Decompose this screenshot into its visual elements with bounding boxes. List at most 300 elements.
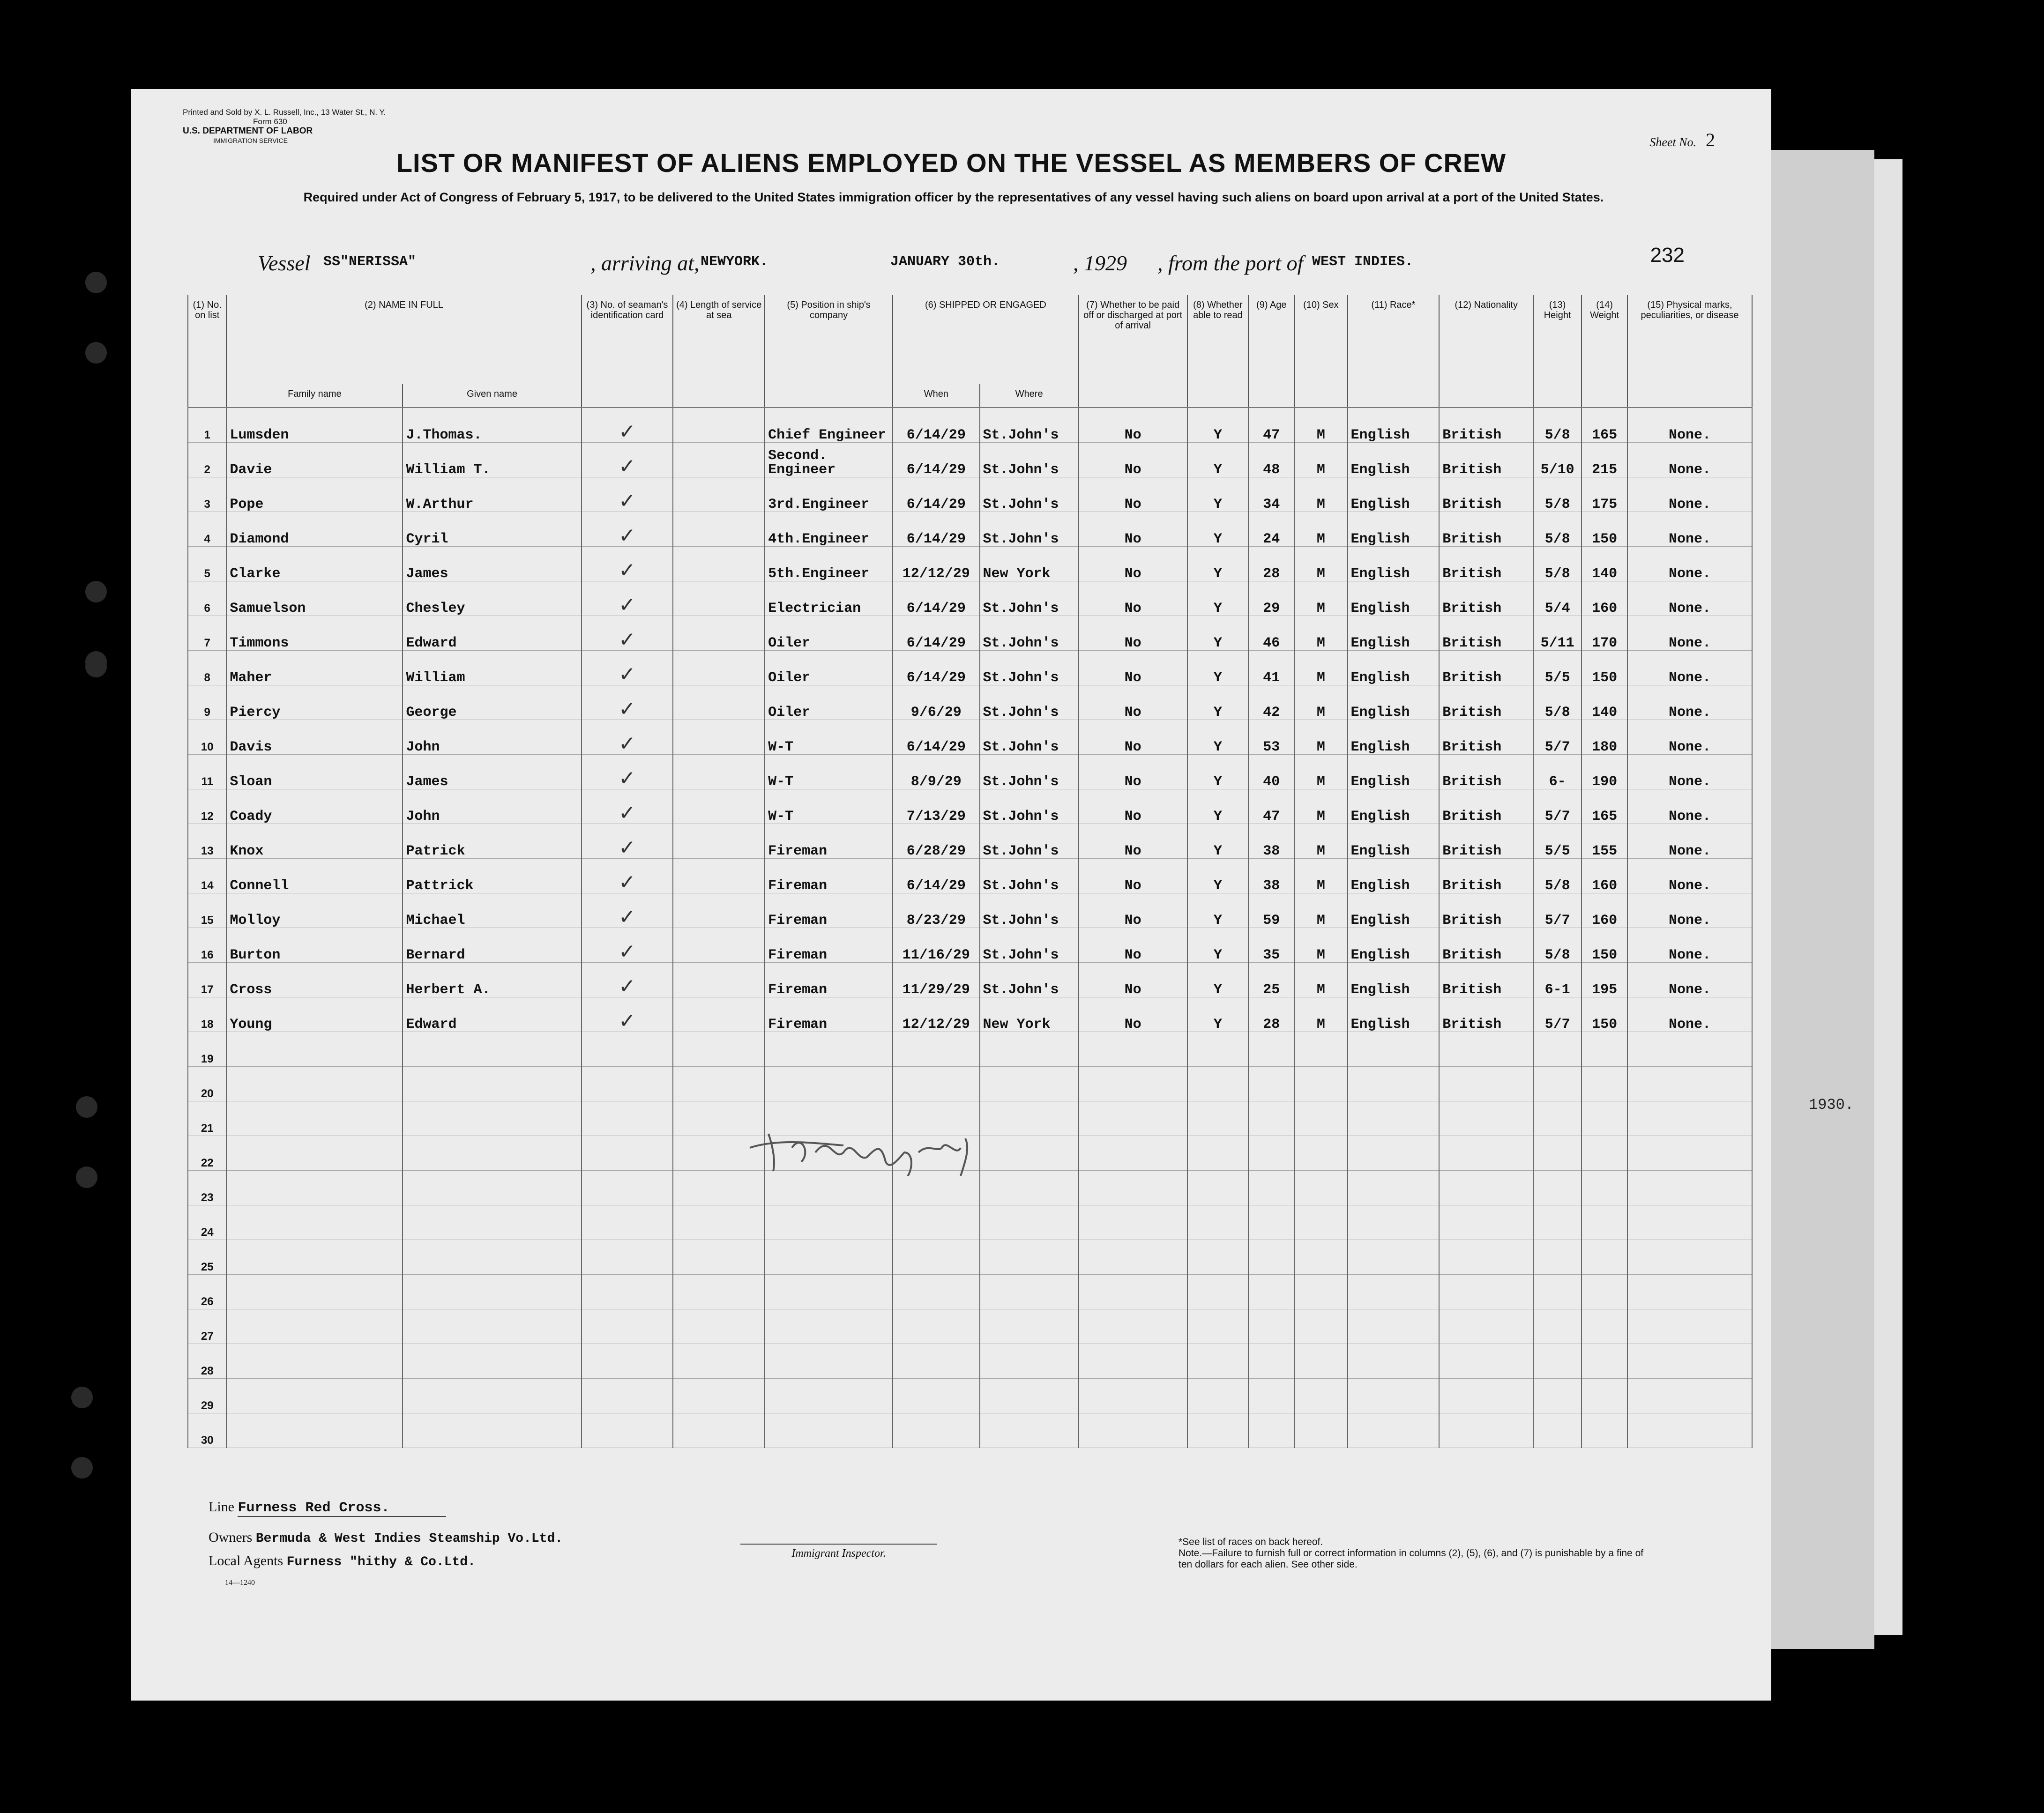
physical-marks-cell: None. [1627,997,1752,1032]
empty-cell [1187,1136,1249,1171]
empty-cell [1439,1171,1533,1205]
empty-cell [673,1067,765,1101]
vessel-label: Vessel [258,251,311,275]
empty-cell [673,1032,765,1067]
weight-cell: 195 [1581,963,1627,997]
paid-off-cell: No [1079,755,1187,789]
able-to-read-cell: Y [1187,408,1249,443]
physical-marks-cell: None. [1627,651,1752,685]
empty-cell [1248,1275,1294,1309]
nationality-cell: British [1439,997,1533,1032]
height-cell: 5/5 [1533,824,1581,859]
race-cell: English [1348,789,1440,824]
height-cell: 5/5 [1533,651,1581,685]
shipped-when-cell: 7/13/29 [893,789,979,824]
empty-cell [1627,1344,1752,1379]
race-cell: English [1348,685,1440,720]
shipped-when-cell: 12/12/29 [893,997,979,1032]
row-number-cell: 4 [188,512,226,547]
col-marks: (15) Physical marks, peculiarities, or disease [1627,295,1752,408]
age-cell: 48 [1248,443,1294,477]
physical-marks-cell: None. [1627,685,1752,720]
position-cell: Second. Engineer [765,443,893,477]
empty-cell [1533,1275,1581,1309]
physical-marks-cell: None. [1627,443,1752,477]
paid-off-cell: No [1079,859,1187,893]
owners-label: Owners [209,1530,253,1545]
check-mark-icon: ✓ [619,974,636,997]
able-to-read-cell: Y [1187,685,1249,720]
footer-owners [209,1530,563,1546]
service-length-cell [673,824,765,859]
weight-cell: 160 [1581,859,1627,893]
weight-cell: 155 [1581,824,1627,859]
shipped-where-cell: St.John's [980,824,1079,859]
empty-cell [226,1067,403,1101]
empty-cell [980,1275,1079,1309]
empty-cell [980,1309,1079,1344]
empty-cell [1294,1032,1347,1067]
id-card-check-cell [582,651,673,685]
able-to-read-cell: Y [1187,547,1249,581]
empty-cell [1533,1101,1581,1136]
service-length-cell [673,408,765,443]
empty-cell [1533,1032,1581,1067]
weight-cell: 180 [1581,720,1627,755]
empty-cell [1294,1205,1347,1240]
paid-off-cell: No [1079,928,1187,963]
race-cell: English [1348,928,1440,963]
weight-cell: 165 [1581,408,1627,443]
empty-cell [1627,1171,1752,1205]
empty-cell [1348,1171,1440,1205]
empty-cell [765,1309,893,1344]
id-card-check-cell [582,547,673,581]
paid-off-cell: No [1079,997,1187,1032]
id-card-check-cell [582,824,673,859]
empty-cell [226,1136,403,1171]
race-cell: English [1348,859,1440,893]
shipped-where-cell: St.John's [980,616,1079,651]
empty-cell [1348,1413,1440,1448]
col-shipped: (6) SHIPPED OR ENGAGED [893,295,1079,384]
given-name-cell: Chesley [403,581,581,616]
physical-marks-cell: None. [1627,408,1752,443]
empty-cell [893,1067,979,1101]
physical-marks-cell: None. [1627,547,1752,581]
able-to-read-cell: Y [1187,824,1249,859]
height-cell: 5/7 [1533,893,1581,928]
empty-cell [1581,1032,1627,1067]
sex-cell: M [1294,477,1347,512]
row-number-cell: 14 [188,859,226,893]
weight-cell: 140 [1581,547,1627,581]
empty-cell [765,1032,893,1067]
sex-cell: M [1294,824,1347,859]
shipped-when-cell: 8/23/29 [893,893,979,928]
col-paid-off: (7) Whether to be paid off or discharged at port of arrival [1079,295,1187,408]
empty-cell [980,1240,1079,1275]
from-label: , from the port of [1157,251,1304,275]
row-number-cell: 18 [188,997,226,1032]
shipped-when-cell: 6/14/29 [893,859,979,893]
paid-off-cell: No [1079,616,1187,651]
shipped-when-cell: 6/14/29 [893,443,979,477]
row-number-cell: 1 [188,408,226,443]
sex-cell: M [1294,997,1347,1032]
table-row [188,755,1752,789]
binder-hole [71,1457,93,1479]
id-card-check-cell [582,616,673,651]
empty-cell [403,1240,581,1275]
table-row-empty [188,1309,1752,1344]
empty-cell [1581,1413,1627,1448]
shipped-where-cell: St.John's [980,651,1079,685]
age-cell: 25 [1248,963,1294,997]
id-card-check-cell [582,859,673,893]
empty-cell [1581,1309,1627,1344]
empty-cell [1079,1413,1187,1448]
height-cell: 5/10 [1533,443,1581,477]
shipped-when-cell: 6/14/29 [893,477,979,512]
id-card-check-cell [582,477,673,512]
empty-cell [1187,1101,1249,1136]
empty-cell [1533,1205,1581,1240]
race-cell: English [1348,997,1440,1032]
check-mark-icon: ✓ [619,1009,636,1032]
form-code: 14—1240 [225,1579,255,1587]
row-number-cell: 13 [188,824,226,859]
table-row [188,685,1752,720]
empty-cell [893,1344,979,1379]
shipped-where-cell: St.John's [980,859,1079,893]
empty-cell [582,1344,673,1379]
empty-cell [893,1240,979,1275]
able-to-read-cell: Y [1187,720,1249,755]
race-cell: English [1348,824,1440,859]
shipped-where-cell: St.John's [980,512,1079,547]
shipped-where-cell: St.John's [980,928,1079,963]
empty-cell [403,1032,581,1067]
shipped-when-cell: 11/16/29 [893,928,979,963]
empty-cell [1581,1240,1627,1275]
service-length-cell [673,616,765,651]
empty-cell [403,1413,581,1448]
id-card-check-cell [582,581,673,616]
row-number-cell: 6 [188,581,226,616]
table-row-empty [188,1275,1752,1309]
col-where: Where [980,384,1079,408]
empty-cell [1248,1171,1294,1205]
col-id-card: (3) No. of seaman's identification card [582,295,673,408]
empty-cell [1348,1136,1440,1171]
empty-cell [1187,1171,1249,1205]
empty-cell [1187,1379,1249,1413]
table-row [188,928,1752,963]
empty-cell [1294,1101,1347,1136]
sex-cell: M [1294,547,1347,581]
binder-hole [85,272,107,293]
empty-cell [1348,1205,1440,1240]
empty-cell [1533,1067,1581,1101]
shipped-where-cell: St.John's [980,755,1079,789]
empty-cell [582,1205,673,1240]
family-name-cell: Coady [226,789,403,824]
sheet-label: Sheet No. [1649,135,1696,149]
col-height: (13) Height [1533,295,1581,408]
empty-cell [403,1171,581,1205]
family-name-cell: Samuelson [226,581,403,616]
race-cell: English [1348,720,1440,755]
empty-cell [1533,1344,1581,1379]
family-name-cell: Pope [226,477,403,512]
age-cell: 41 [1248,651,1294,685]
sex-cell: M [1294,651,1347,685]
able-to-read-cell: Y [1187,651,1249,685]
owners-value: Bermuda & West Indies Steamship Vo.Ltd. [255,1531,563,1546]
position-cell: W-T [765,720,893,755]
empty-cell [1348,1379,1440,1413]
table-row [188,893,1752,928]
binder-hole [85,656,107,677]
empty-cell [1627,1240,1752,1275]
empty-cell [1294,1136,1347,1171]
empty-cell [1581,1171,1627,1205]
able-to-read-cell: Y [1187,512,1249,547]
paid-off-cell: No [1079,963,1187,997]
id-card-check-cell [582,928,673,963]
physical-marks-cell: None. [1627,720,1752,755]
table-row [188,477,1752,512]
sex-cell: M [1294,720,1347,755]
empty-cell [980,1344,1079,1379]
row-number-cell: 22 [188,1136,226,1171]
empty-cell [1533,1379,1581,1413]
service-length-cell [673,963,765,997]
service-length-cell [673,789,765,824]
empty-cell [893,1205,979,1240]
nationality-cell: British [1439,789,1533,824]
physical-marks-cell: None. [1627,893,1752,928]
height-cell: 5/4 [1533,581,1581,616]
empty-cell [980,1032,1079,1067]
sex-cell: M [1294,443,1347,477]
weight-cell: 140 [1581,685,1627,720]
nationality-cell: British [1439,893,1533,928]
id-card-check-cell [582,755,673,789]
empty-cell [1627,1309,1752,1344]
row-number-cell: 21 [188,1101,226,1136]
col-name: (2) NAME IN FULL [226,295,581,384]
col-nationality: (12) Nationality [1439,295,1533,408]
empty-cell [403,1101,581,1136]
physical-marks-cell: None. [1627,928,1752,963]
footnote-races: *See list of races on back hereof. [1179,1537,1323,1547]
check-mark-icon: ✓ [619,524,636,547]
position-cell: W-T [765,789,893,824]
table-row [188,824,1752,859]
check-mark-icon: ✓ [619,489,636,512]
empty-cell [673,1344,765,1379]
able-to-read-cell: Y [1187,997,1249,1032]
service-length-cell [673,651,765,685]
position-cell: Oiler [765,616,893,651]
weight-cell: 175 [1581,477,1627,512]
given-name-cell: Patrick [403,824,581,859]
id-card-check-cell [582,963,673,997]
manifest-sheet [131,89,1771,1701]
physical-marks-cell: None. [1627,477,1752,512]
table-row-empty [188,1413,1752,1448]
age-cell: 53 [1248,720,1294,755]
empty-cell [1079,1067,1187,1101]
empty-cell [1079,1032,1187,1067]
family-name-cell: Young [226,997,403,1032]
service-length-cell [673,581,765,616]
service-length-cell [673,547,765,581]
height-cell: 5/8 [1533,547,1581,581]
empty-cell [1248,1136,1294,1171]
id-card-check-cell [582,720,673,755]
sex-cell: M [1294,859,1347,893]
physical-marks-cell: None. [1627,755,1752,789]
row-number-cell: 28 [188,1344,226,1379]
empty-cell [1348,1275,1440,1309]
height-cell: 6-1 [1533,963,1581,997]
col-family-name: Family name [226,384,403,408]
id-card-check-cell [582,408,673,443]
col-no: (1) No. on list [188,295,226,408]
binder-hole [76,1167,97,1188]
family-name-cell: Molloy [226,893,403,928]
check-mark-icon: ✓ [619,420,636,443]
height-cell: 5/8 [1533,685,1581,720]
check-mark-icon: ✓ [619,558,636,581]
row-number-cell: 26 [188,1275,226,1309]
row-number-cell: 17 [188,963,226,997]
weight-cell: 160 [1581,581,1627,616]
empty-cell [673,1413,765,1448]
empty-cell [1079,1379,1187,1413]
empty-cell [980,1067,1079,1101]
empty-cell [226,1379,403,1413]
paid-off-cell: No [1079,893,1187,928]
empty-cell [1581,1067,1627,1101]
weight-cell: 150 [1581,997,1627,1032]
empty-cell [582,1032,673,1067]
check-mark-icon: ✓ [619,628,636,651]
empty-cell [1627,1205,1752,1240]
given-name-cell: John [403,720,581,755]
empty-cell [1079,1205,1187,1240]
given-name-cell: John [403,789,581,824]
empty-cell [765,1344,893,1379]
service-length-cell [673,685,765,720]
table-row [188,443,1752,477]
col-given-name: Given name [403,384,581,408]
family-name-cell: Burton [226,928,403,963]
col-service-length: (4) Length of service at sea [673,295,765,408]
check-mark-icon: ✓ [619,905,636,928]
shipped-where-cell: St.John's [980,893,1079,928]
empty-cell [1627,1101,1752,1136]
empty-cell [1248,1205,1294,1240]
empty-cell [673,1275,765,1309]
given-name-cell: W.Arthur [403,477,581,512]
paid-off-cell: No [1079,477,1187,512]
nationality-cell: British [1439,443,1533,477]
given-name-cell: Pattrick [403,859,581,893]
height-cell: 5/8 [1533,477,1581,512]
nationality-cell: British [1439,824,1533,859]
table-row [188,997,1752,1032]
check-mark-icon: ✓ [619,697,636,720]
paid-off-cell: No [1079,789,1187,824]
height-cell: 5/8 [1533,512,1581,547]
nationality-cell: British [1439,963,1533,997]
empty-cell [1348,1101,1440,1136]
id-card-check-cell [582,789,673,824]
race-cell: English [1348,651,1440,685]
page-number: 232 [1650,244,1685,267]
sex-cell: M [1294,893,1347,928]
department: U.S. DEPARTMENT OF LABOR [183,126,313,136]
agents-value: Furness "hithy & Co.Ltd. [286,1555,476,1569]
race-cell: English [1348,893,1440,928]
physical-marks-cell: None. [1627,824,1752,859]
physical-marks-cell: None. [1627,789,1752,824]
check-mark-icon: ✓ [619,801,636,824]
service-length-cell [673,720,765,755]
age-cell: 40 [1248,755,1294,789]
empty-cell [765,1413,893,1448]
check-mark-icon: ✓ [619,836,636,859]
nationality-cell: British [1439,685,1533,720]
col-read: (8) Whether able to read [1187,295,1249,408]
empty-cell [1533,1413,1581,1448]
empty-cell [226,1171,403,1205]
race-cell: English [1348,616,1440,651]
nationality-cell: British [1439,755,1533,789]
age-cell: 46 [1248,616,1294,651]
empty-cell [765,1240,893,1275]
empty-cell [1079,1240,1187,1275]
row-number-cell: 8 [188,651,226,685]
side-stamp: 1930. [1809,1096,1854,1114]
height-cell: 5/8 [1533,928,1581,963]
table-row [188,789,1752,824]
sex-cell: M [1294,408,1347,443]
empty-cell [673,1309,765,1344]
shipped-when-cell: 6/14/29 [893,616,979,651]
empty-cell [1627,1379,1752,1413]
binder-hole [71,1387,93,1408]
table-row-empty [188,1379,1752,1413]
position-cell: Fireman [765,824,893,859]
arrival-date: JANUARY 30th. [890,254,1000,270]
paid-off-cell: No [1079,581,1187,616]
empty-cell [226,1413,403,1448]
empty-cell [1248,1413,1294,1448]
empty-cell [1581,1205,1627,1240]
nationality-cell: British [1439,547,1533,581]
check-mark-icon: ✓ [619,732,636,755]
empty-cell [403,1275,581,1309]
empty-cell [582,1309,673,1344]
weight-cell: 150 [1581,512,1627,547]
empty-cell [1627,1032,1752,1067]
table-row-empty [188,1067,1752,1101]
